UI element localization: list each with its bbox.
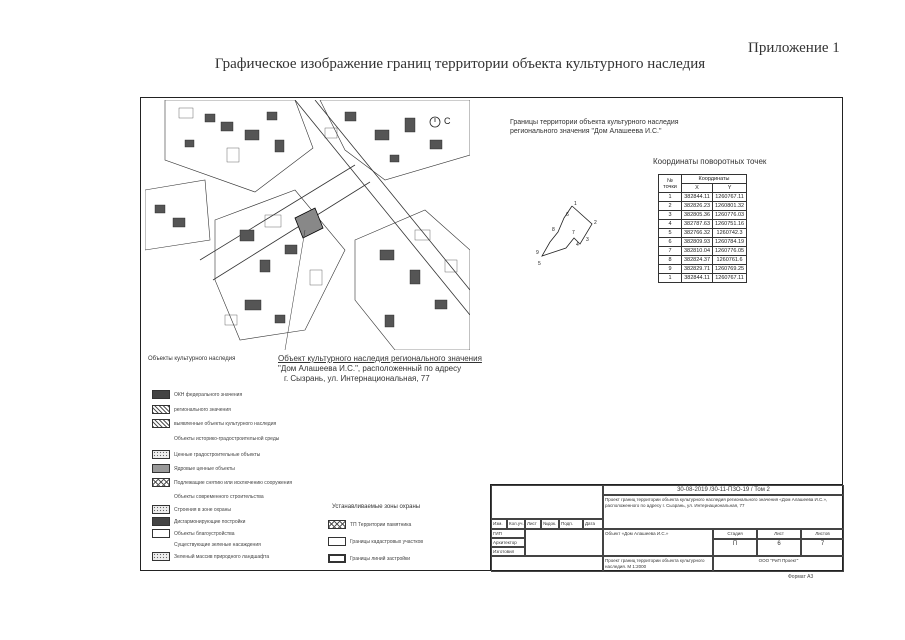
stamp-role: ГИП (491, 529, 525, 538)
point-number: 5 (659, 229, 682, 238)
svg-text:4: 4 (576, 242, 579, 248)
coord-x: 382824.37 (682, 256, 713, 265)
legend-title: Объекты культурного наследия (148, 356, 236, 362)
coord-row (659, 238, 747, 247)
svg-text:1: 1 (574, 201, 577, 207)
coord-row (659, 211, 747, 220)
legend-swatch (152, 450, 170, 459)
legend-item (152, 434, 279, 443)
coord-y: 1260751.16 (713, 220, 747, 229)
legend-label: Ядровые ценные объекты (174, 465, 235, 472)
legend-label: Строения в зоне охраны (174, 506, 232, 513)
point-number: 2 (659, 202, 682, 211)
stage-label: Стадия (713, 529, 757, 539)
coord-x: 382805.36 (682, 211, 713, 220)
legend-label: регионального значения (174, 406, 231, 413)
legend-label: Дисгармонирующие постройки (174, 518, 246, 525)
stamp-col: №док. (541, 519, 559, 529)
zone-label: Границы линий застройки (350, 555, 411, 562)
organization: ООО "РиП Проект" (713, 556, 844, 572)
sheet-title: Проект границ территории объекта культурного наследия. М 1:2000 (603, 556, 713, 572)
point-number: 4 (659, 220, 682, 229)
legend-swatch (152, 505, 170, 514)
coord-x: 382810.04 (682, 247, 713, 256)
coord-x: 382787.63 (682, 220, 713, 229)
coord-x: 382826.23 (682, 202, 713, 211)
point-number: 9 (659, 265, 682, 274)
legend-label: Объекты современного строительства (174, 493, 264, 500)
legend-label: Зеленый массив природного ландшафта (174, 553, 270, 560)
legend-item (152, 505, 231, 514)
zones-title: Устанавливаемые зоны охраны (332, 504, 421, 510)
coord-row (659, 220, 747, 229)
caption-line: "Дом Алашеева И.С.", расположенный по адресу (278, 364, 462, 373)
sheet-value: 6 (757, 539, 801, 556)
legend-swatch (152, 390, 170, 399)
zone-item (328, 537, 423, 546)
svg-text:8: 8 (552, 227, 555, 233)
stamp-role: Изготовил (491, 547, 525, 556)
doc-code: 30-08-2019 /30-11-ПЗО-19 / Том 2 (603, 485, 844, 495)
coord-y: 1260784.19 (713, 238, 747, 247)
coord-x: 382809.93 (682, 238, 713, 247)
coord-row (659, 193, 747, 202)
legend-item (152, 552, 269, 561)
coord-row (659, 256, 747, 265)
signatures-area (525, 529, 603, 556)
point-number: 7 (659, 247, 682, 256)
svg-text:9: 9 (536, 250, 539, 256)
col-coords-header: Координаты (682, 175, 747, 184)
north-label: С (444, 116, 451, 126)
stamp-col: Дата (583, 519, 603, 529)
legend-label: выявленные объекты культурного наследия (174, 420, 277, 427)
legend-label: Ценные градостроительные объекты (174, 451, 261, 458)
coord-y: 1260761.6 (713, 256, 747, 265)
legend-swatch (152, 552, 170, 561)
zone-item (328, 520, 411, 529)
point-number: 8 (659, 256, 682, 265)
object-title: Объект «Дом Алашеева И.С.» (603, 529, 713, 556)
zone-swatch (328, 554, 346, 563)
revisions-area (491, 485, 603, 519)
legend-swatch (152, 478, 170, 487)
coord-row (659, 247, 747, 256)
coord-x: 382844.11 (682, 274, 713, 283)
title-block (490, 484, 843, 571)
coord-row (659, 265, 747, 274)
zone-swatch (328, 537, 346, 546)
zone-swatch (328, 520, 346, 529)
boundary-label-line: Границы территории объекта культурного наследия (510, 119, 679, 126)
legend-item (152, 540, 261, 549)
appendix-label: Приложение 1 (748, 40, 840, 56)
coord-x: 382829.71 (682, 265, 713, 274)
legend-item (152, 529, 235, 538)
coord-y: 1260769.25 (713, 265, 747, 274)
coord-y: 1260801.32 (713, 202, 747, 211)
sheet-label: Лист (757, 529, 801, 539)
signatures-area (491, 556, 603, 572)
coord-y: 1260767.11 (713, 274, 747, 283)
stamp-col: Лист (525, 519, 541, 529)
zone-label: Границы кадастровых участков (350, 538, 424, 545)
coordinates-table (658, 174, 747, 283)
coord-y: 1260767.11 (713, 193, 747, 202)
legend-item (152, 450, 260, 459)
point-number: 6 (659, 238, 682, 247)
sheets-label: Листов (801, 529, 844, 539)
zone-label: ТП Территории памятника (350, 521, 412, 528)
coord-y: 1260776.05 (713, 247, 747, 256)
legend-item (152, 492, 264, 501)
legend-item (152, 517, 245, 526)
legend-item (152, 464, 235, 473)
coord-x: 382766.32 (682, 229, 713, 238)
legend-swatch (152, 529, 170, 538)
legend-label: Объекты благоустройства (174, 530, 235, 537)
legend-label: Подлежащие снятию или исключению сооружения (174, 479, 293, 486)
svg-text:7: 7 (572, 230, 575, 236)
boundary-contour (530, 198, 610, 268)
page-title: Графическое изображение границ территории объекта культурного наследия (214, 56, 706, 72)
coordinates-title: Координаты поворотных точек (653, 157, 767, 166)
svg-text:2: 2 (594, 220, 597, 226)
coord-row (659, 202, 747, 211)
legend-item (152, 419, 276, 428)
point-number: 1 (659, 274, 682, 283)
coord-row (659, 274, 747, 283)
sheet-format: Формат А3 (788, 574, 814, 580)
legend-item (152, 478, 292, 487)
legend-label: ОКН федерального значения (174, 391, 243, 398)
stamp-col: Кол.уч. (507, 519, 525, 529)
coord-y: 1260742.3 (713, 229, 747, 238)
doc-description: Проект границ территории объекта культурного наследия регионального значения «Дом Алашеева И.С.», расположенного по адресу г. Сызрань, ул. Интернациональная, 77 (603, 495, 844, 529)
stamp-col: Подп. (559, 519, 583, 529)
stamp-col: Изм. (491, 519, 507, 529)
caption-line: г. Сызрань, ул. Интернациональная, 77 (284, 374, 430, 383)
legend-item (152, 390, 242, 399)
legend-item (152, 405, 231, 414)
boundary-label (510, 118, 679, 136)
legend-swatch (152, 464, 170, 473)
site-map (145, 100, 470, 350)
coord-x: 382844.11 (682, 193, 713, 202)
boundary-label-line: регионального значения "Дом Алашеева И.С." (510, 128, 662, 135)
svg-text:5: 5 (538, 261, 541, 267)
point-number: 3 (659, 211, 682, 220)
map-drawing (145, 100, 470, 350)
col-y-header: Y (713, 184, 747, 193)
svg-text:6: 6 (566, 212, 569, 218)
legend-label: Объекты историко-градостроительной среды (174, 435, 280, 442)
legend-swatch (152, 405, 170, 414)
stamp-role: Архитектор (491, 538, 525, 547)
legend-swatch (152, 419, 170, 428)
legend-label: Существующие зеленые насаждения (174, 541, 261, 548)
point-number: 1 (659, 193, 682, 202)
stage-value: П (713, 539, 757, 556)
col-no-header: № точки (659, 175, 682, 193)
legend-swatch (152, 517, 170, 526)
object-caption (278, 354, 482, 384)
col-x-header: X (682, 184, 713, 193)
sheets-value: 7 (801, 539, 844, 556)
coord-y: 1260776.03 (713, 211, 747, 220)
svg-text:3: 3 (586, 237, 589, 243)
coord-row (659, 229, 747, 238)
caption-line: Объект культурного наследия регионального значения (278, 354, 482, 363)
zone-item (328, 554, 410, 563)
